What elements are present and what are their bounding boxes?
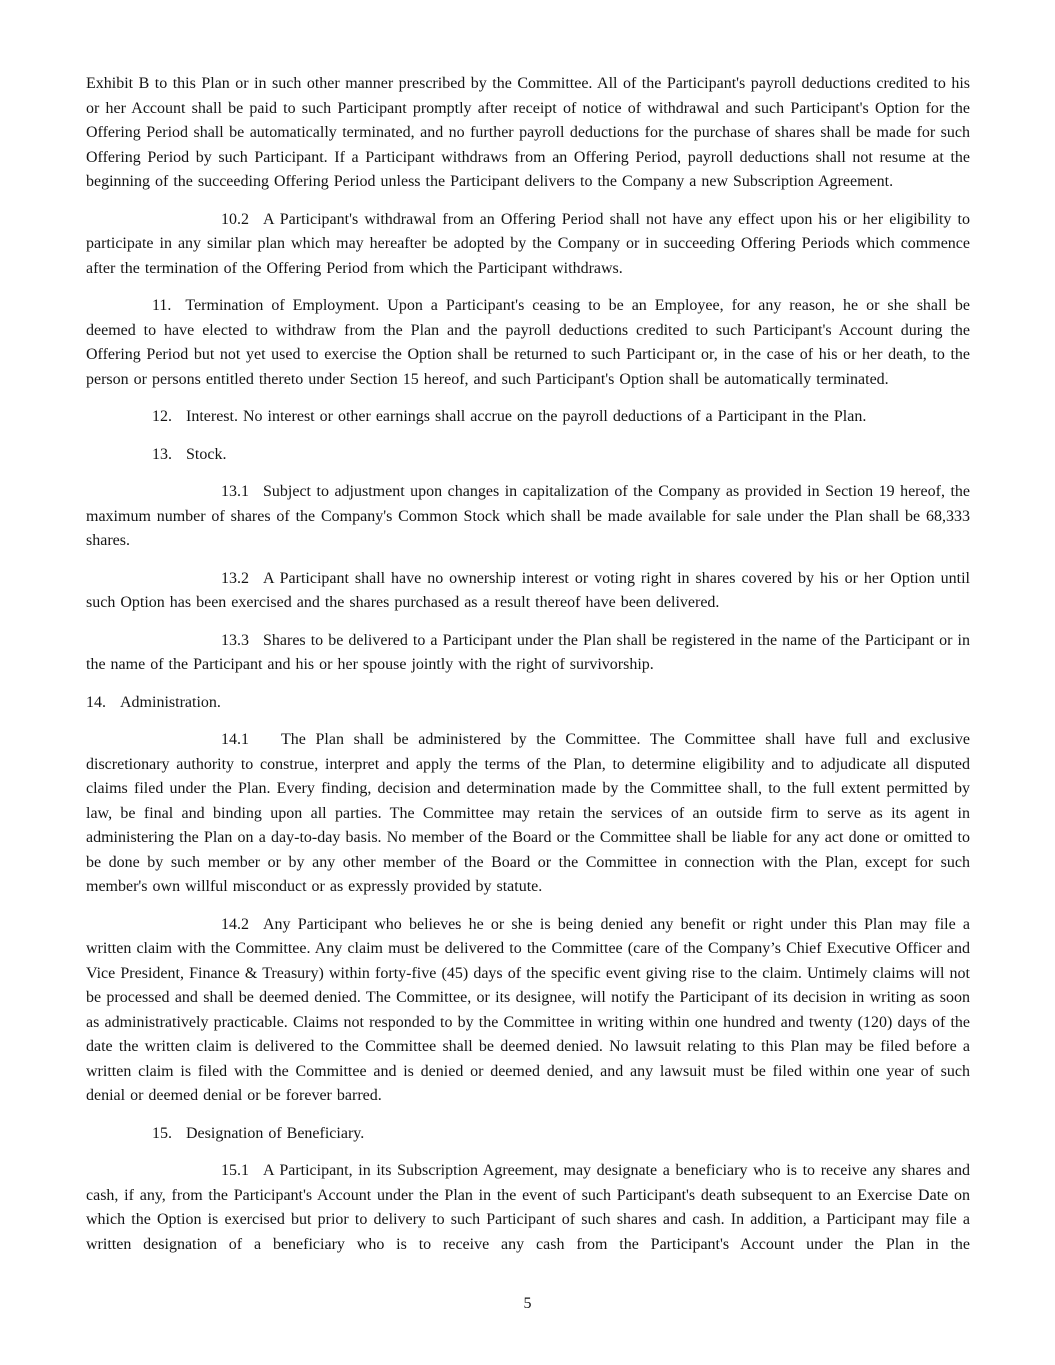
paragraph-text: Stock. bbox=[186, 445, 227, 463]
section-number: 13.1 bbox=[221, 483, 249, 500]
section-number: 12. bbox=[152, 408, 172, 425]
paragraph-13-1 bbox=[86, 480, 970, 554]
paragraph-13 bbox=[86, 443, 970, 468]
paragraph-14 bbox=[86, 691, 970, 716]
paragraph-text: Subject to adjustment upon changes in capitalization of the Company as provided in Section 19 hereof, the maximum number of shares of the Company's Common Stock which shall be made available for sale under the Plan shall be 68,333 shares. bbox=[86, 483, 970, 549]
section-number: 13.2 bbox=[221, 569, 249, 587]
section-number: 13.3 bbox=[221, 631, 249, 649]
paragraph-text: Exhibit B to this Plan or in such other manner prescribed by the Committee. All of the Participant's payroll deductions credited to his or her Account shall be paid to such Participant promptly after receipt of notice of withdrawal and such Participant's Option for the Offering Period shall be automatically terminated, and no further payroll deductions for the purchase of shares shall be made for such Offering Period by such Participant. If a Participant withdraws from an Offering Period, payroll deductions shall not resume at the beginning of the succeeding Offering Period unless the Participant delivers to the Company a new Subscription Agreement. bbox=[86, 75, 970, 190]
paragraph-text: A Participant, in its Subscription Agreement, may designate a beneficiary who is to receive any shares and cash, if any, from the Participant's Account under the Plan in the event of such Participant's death subsequent to an Exercise Date on which the Option is exercised but prior to delivery to such Participant of such shares and cash. In addition, a Participant may file a written designation of a beneficiary who is to receive any cash from the Participant's Account under the Plan in the bbox=[86, 1162, 970, 1253]
paragraph-text: Designation of Beneficiary. bbox=[186, 1124, 365, 1142]
paragraph-14-1 bbox=[86, 728, 970, 900]
section-number: 10.2 bbox=[221, 210, 249, 228]
paragraph-13-3 bbox=[86, 629, 970, 678]
paragraph-15-1 bbox=[86, 1159, 970, 1257]
section-number: 15. bbox=[152, 1124, 172, 1142]
section-number: 14.2 bbox=[221, 915, 249, 933]
paragraph-12 bbox=[86, 405, 970, 430]
paragraph-text: Shares to be delivered to a Participant under the Plan shall be registered in the name of the Participant or in the name of the Participant and his or her spouse jointly with the right of survivorship. bbox=[86, 631, 970, 673]
paragraph-continuation bbox=[86, 72, 970, 195]
paragraph-text: A Participant shall have no ownership interest or voting right in shares covered by his or her Option until such Option has been exercised and the shares purchased as a result thereof have been delivered. bbox=[86, 569, 970, 611]
paragraph-10-2 bbox=[86, 208, 970, 282]
paragraph-text: Any Participant who believes he or she is being denied any benefit or right under this Plan may file a written claim with the Committee. Any claim must be delivered to the Committee (care of the Company’s Chief Executive Officer and Vice President, Finance & Treasury) within forty-five (45) days of the specific event giving rise to the claim. Untimely claims will not be processed and shall be deemed denied. The Committee, or its designee, will notify the Participant of its decision in writing as soon as administratively practicable. Claims not responded to by the Committee in writing within one hundred and twenty (120) days of the date the written claim is delivered to the Committee shall be deemed denied. No lawsuit relating to this Plan may be filed before a written claim is filed with the Committee and is denied or deemed denied, and any lawsuit must be filed within one year of such denial or deemed denial or be forever barred. bbox=[86, 915, 970, 1104]
paragraph-text: The Plan shall be administered by the Committee. The Committee shall have full and exclusive discretionary authority to construe, interpret and apply the terms of the Plan, to determine eligibility and to adjudicate all disputed claims filed under the Plan. Every finding, decision and determination made by the Committee shall, to the full extent permitted by law, be final and binding upon all parties. The Committee may retain the services of an outside firm to serve as its agent in administering the Plan on a day-to-day basis. No member of the Board or the Committee shall be liable for any act done or omitted to be done by such member or by any other member of the Board or the Committee in connection with the Plan, except for such member's own willful misconduct or as expressly provided by statute. bbox=[86, 731, 970, 895]
section-number: 15.1 bbox=[221, 1162, 249, 1179]
paragraph-text: A Participant's withdrawal from an Offering Period shall not have any effect upon his or her eligibility to participate in any similar plan which may hereafter be adopted by the Company or in succeeding Offering Periods which commence after the termination of the Offering Period from which the Participant withdraws. bbox=[86, 210, 970, 277]
paragraph-11 bbox=[86, 294, 970, 392]
paragraph-text: Interest. No interest or other earnings shall accrue on the payroll deductions of a Participant in the Plan. bbox=[186, 408, 867, 425]
paragraph-text: Termination of Employment. Upon a Participant's ceasing to be an Employee, for any reason, he or she shall be deemed to have elected to withdraw from the Plan and the payroll deductions credited to such Participant's Account during the Offering Period but not yet used to exercise the Option shall be returned to such Participant or, in the case of his or her death, to the person or persons entitled thereto under Section 15 hereof, and such Participant's Option shall be automatically terminated. bbox=[86, 297, 970, 388]
page-number: 5 bbox=[523, 1295, 532, 1312]
section-number: 14. bbox=[86, 693, 106, 711]
paragraph-13-2 bbox=[86, 567, 970, 616]
document-body bbox=[86, 72, 970, 1270]
paragraph-15 bbox=[86, 1122, 970, 1147]
paragraph-14-2 bbox=[86, 913, 970, 1109]
section-number: 13. bbox=[152, 445, 172, 463]
section-number: 14.1 bbox=[221, 731, 249, 748]
section-number: 11. bbox=[152, 297, 172, 314]
paragraph-text: Administration. bbox=[120, 693, 221, 711]
